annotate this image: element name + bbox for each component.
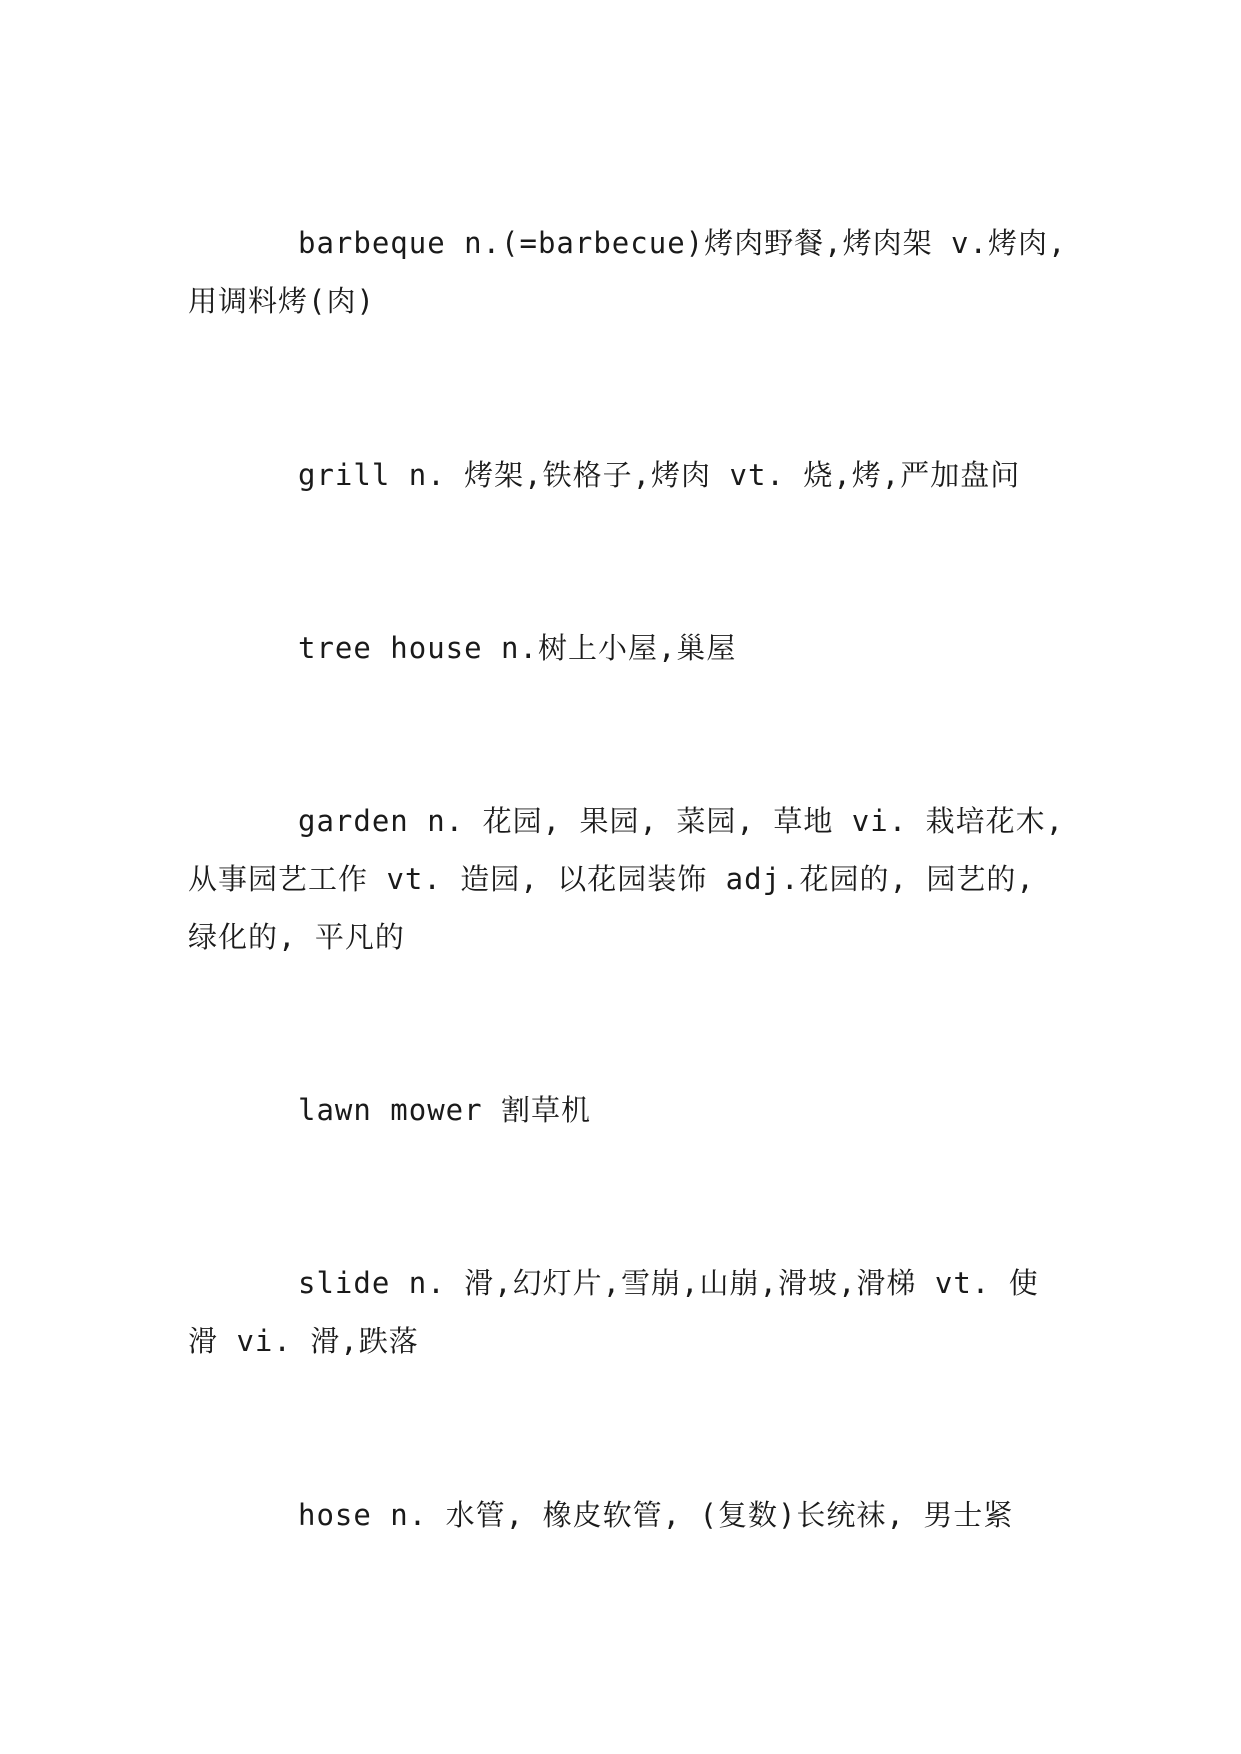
entry-grill: grill n. 烤架,铁格子,烤肉 vt. 烧,烤,严加盘问: [298, 458, 1021, 492]
entry-lawn-mower: lawn mower 割草机: [298, 1093, 592, 1127]
entry-tree-house: tree house n.树上小屋,巢屋: [298, 631, 737, 665]
entry-garden: garden n. 花园, 果园, 菜园, 草地 vi. 栽培花木,从事园艺工作 vt. 造园, 以花园装饰 adj.花园的, 园艺的, 绿化的, 平凡的: [188, 804, 1065, 954]
entry-slide: slide n. 滑,幻灯片,雪崩,山崩,滑坡,滑梯 vt. 使滑 vi. 滑,跌落: [188, 1266, 1039, 1358]
entry-hose: hose n. 水管, 橡皮软管, (复数)长统袜, 男士紧: [298, 1498, 1014, 1532]
entry-barbeque: barbeque n.(=barbecue)烤肉野餐,烤肉架 v.烤肉,用调料烤(肉): [188, 226, 1067, 318]
